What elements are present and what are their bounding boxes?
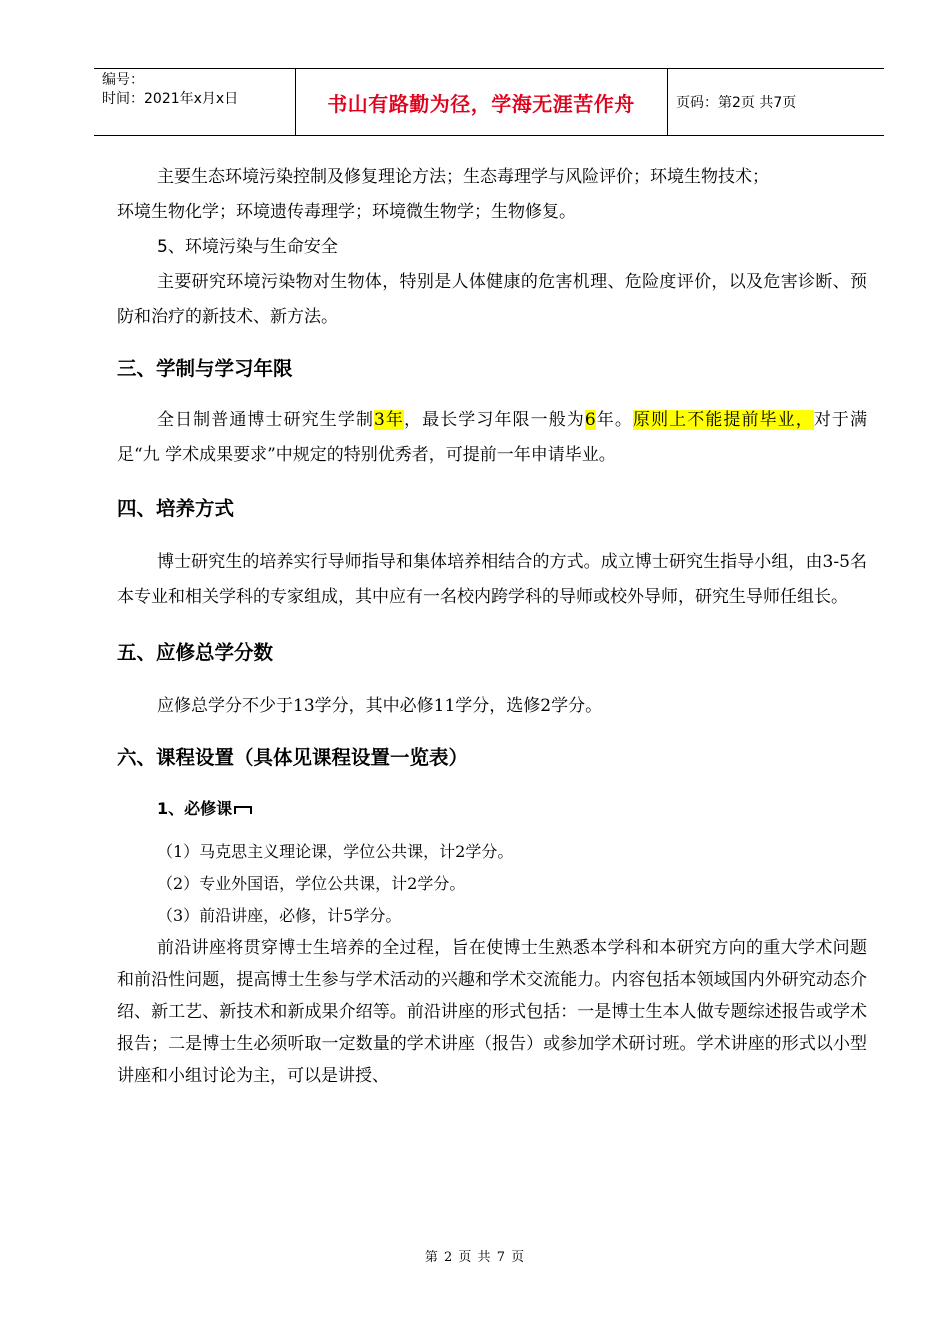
paragraph: 应修总学分不少于13学分，其中必修11学分，选修2学分。 — [157, 696, 603, 716]
document-body — [117, 160, 867, 1092]
doc-number-label: 编号： — [102, 72, 144, 88]
section-heading: 五、应修总学分数 — [117, 641, 274, 664]
subsection-heading: 5、环境污染与生命安全 — [157, 237, 338, 257]
header-divider — [667, 69, 668, 135]
highlight-text: 原则上不能提前毕业， — [632, 410, 814, 430]
text-run: 对于满足“九 学术成果要求”中规定的特别优秀者，可提前一年申请毕业。 — [117, 410, 868, 465]
section-heading: 六、课程设置（具体见课程设置一览表） — [117, 746, 469, 769]
text-run: ，最长学习年限一般为 — [404, 410, 585, 430]
page-header — [94, 68, 884, 136]
paragraph — [117, 403, 867, 473]
subsection-label: 1、必修课 — [157, 799, 233, 818]
paragraph: 博士研究生的培养实行导师指导和集体培养相结合的方式。成立博士研究生指导小组，由3-5名本专业和相关学科的专家组成，其中应有一名校内跨学科的导师或校外导师，研究生导师任组长。 — [117, 552, 867, 607]
paragraph: 主要研究环境污染物对生物体，特别是人体健康的危害机理、危险度评价，以及危害诊断、预防和治疗的新技术、新方法。 — [117, 272, 867, 327]
doc-time-label: 时间：2021年x月x日 — [102, 91, 239, 107]
list-item: （3）前沿讲座，必修，计5学分。 — [157, 906, 402, 925]
paragraph: 前沿讲座将贯穿博士生培养的全过程，旨在使博士生熟悉本学科和本研究方向的重大学术问题和前沿性问题，提高博士生参与学术活动的兴趣和学术交流能力。内容包括本领域国内外研究动态介绍、新工艺、新技术和新成果介绍等。前沿讲座的形式包括：一是博士生本人做专题综述报告或学术报告；二是博士生必须听取一定数量的学术讲座（报告）或参加学术研讨班。学术讲座的形式以小型讲座和小组讨论为主，可以是讲授、 — [117, 938, 867, 1086]
page-footer: 第 2 页 共 7 页 — [424, 1250, 526, 1265]
paragraph: 主要生态环境污染控制及修复理论方法；生态毒理学与风险评价；环境生物技术； — [157, 167, 769, 187]
header-page-info: 页码：第2页 共7页 — [676, 95, 797, 111]
highlight-text: 6 — [584, 410, 596, 430]
list-item: （2）专业外国语，学位公共课，计2学分。 — [157, 874, 466, 893]
header-motto: 书山有路勤为径，学海无涯苦作舟 — [327, 91, 635, 116]
section-heading: 四、培养方式 — [117, 497, 235, 520]
text-run: 全日制普通博士研究生学制 — [157, 410, 375, 430]
highlight-text: 3年 — [374, 410, 405, 430]
section-heading: 三、学制与学习年限 — [117, 357, 293, 380]
list-item: （1）马克思主义理论课，学位公共课，计2学分。 — [157, 842, 514, 861]
subsection-heading — [117, 794, 867, 824]
header-meta — [102, 71, 292, 109]
text-run: 年。 — [595, 410, 633, 430]
paragraph: 环境生物化学；环境遗传毒理学；环境微生物学；生物修复。 — [117, 202, 576, 222]
bracket-mark-icon — [234, 806, 252, 814]
